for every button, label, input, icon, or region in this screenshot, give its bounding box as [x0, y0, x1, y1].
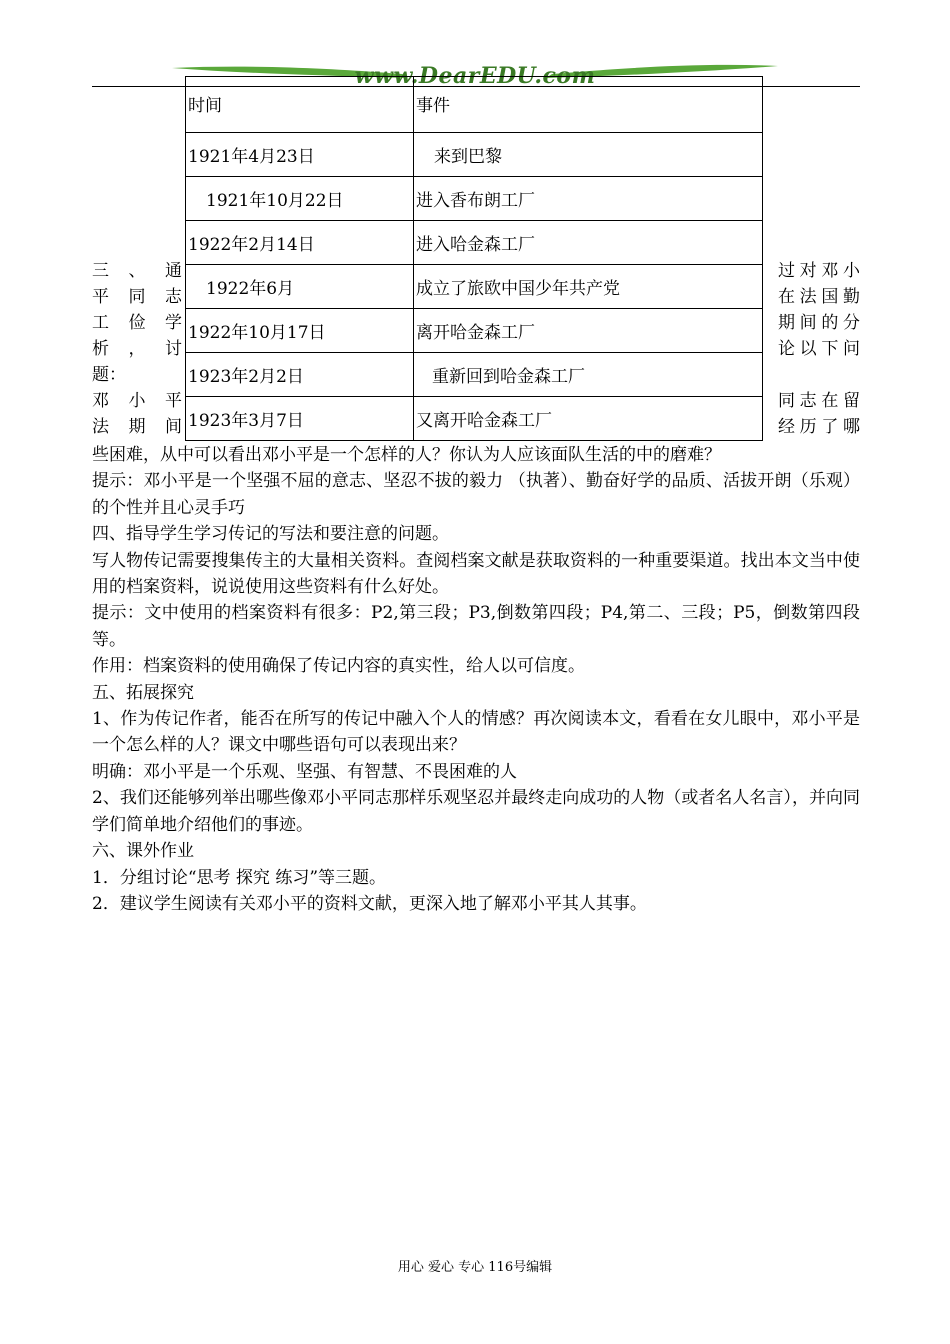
row-event: 又离开哈金森工厂: [414, 397, 763, 441]
table-row: [186, 353, 763, 397]
row-date: 1921年4月23日: [186, 133, 414, 177]
row-event: 离开哈金森工厂: [414, 309, 763, 353]
row-event: 来到巴黎: [414, 133, 763, 177]
left-line: 平 同 志: [92, 287, 182, 307]
left-line: 邓 小 平: [92, 391, 182, 411]
row-date: 1921年10月22日: [186, 177, 414, 221]
section-heading: 四、指导学生学习传记的写法和要注意的问题。: [92, 524, 449, 545]
paragraph: 1、作为传记作者，能否在所写的传记中融入个人的情感？再次阅读本文，看看在女儿眼中，邓小平是一个怎么样的人？课文中哪些语句可以表现出来？: [92, 709, 860, 756]
paragraph: 写人物传记需要搜集传主的大量相关资料。查阅档案文献是获取资料的一种重要渠道。找出本文当中使用的档案资料，说说使用这些资料有什么好处。: [92, 550, 860, 598]
paragraph: 明确：邓小平是一个乐观、坚强、有智慧、不畏困难的人: [92, 761, 517, 782]
left-line: 三 、 通: [92, 261, 182, 281]
left-line: 析 ， 讨: [92, 339, 182, 359]
right-line: 过对邓小: [778, 261, 860, 281]
body-text: [92, 442, 860, 917]
timeline-table: [185, 76, 763, 441]
left-line: 工 俭 学: [92, 313, 182, 333]
paragraph: 2．建议学生阅读有关邓小平的资料文献，更深入地了解邓小平其人其事。: [92, 893, 647, 914]
table-row: [186, 177, 763, 221]
table-header-row: [186, 77, 763, 133]
row-date: 1922年2月14日: [186, 221, 414, 265]
table-row: [186, 221, 763, 265]
table-row: [186, 397, 763, 441]
right-wrap-text-top: [778, 258, 860, 362]
right-wrap-text-bottom: [778, 388, 860, 440]
right-line: 在法国勤: [778, 287, 860, 307]
row-date: 1922年6月: [186, 265, 414, 309]
right-line: 同志在留: [778, 391, 860, 411]
header-time: 时间: [186, 77, 414, 133]
paragraph: 提示：文中使用的档案资料有很多：P2,第三段；P3,倒数第四段；P4,第二、三段；P5，倒数第四段等。: [92, 603, 860, 650]
section-heading: 五、拓展探究: [92, 682, 194, 703]
paragraph: 1．分组讨论“思考 探究 练习”等三题。: [92, 867, 387, 888]
section-heading: 六、课外作业: [92, 841, 194, 862]
left-wrap-text: [92, 258, 182, 440]
left-line: 题：: [92, 365, 126, 385]
paragraph: 些困难，从中可以看出邓小平是一个怎样的人？你认为人应该面队生活的中的磨难？: [92, 445, 721, 465]
right-line: 论以下问: [778, 339, 860, 359]
left-line: 法 期 间: [92, 417, 182, 437]
row-event: 成立了旅欧中国少年共产党: [414, 265, 763, 309]
table-row: [186, 265, 763, 309]
row-event: 进入香布朗工厂: [414, 177, 763, 221]
right-line: 经历了哪: [778, 417, 860, 437]
logo-text: www.DearEDU.com: [354, 63, 596, 89]
table-row: [186, 133, 763, 177]
row-date: 1923年2月2日: [186, 353, 414, 397]
right-line: 期间的分: [778, 313, 860, 333]
row-date: 1922年10月17日: [186, 309, 414, 353]
row-event: 重新回到哈金森工厂: [414, 353, 763, 397]
row-event: 进入哈金森工厂: [414, 221, 763, 265]
paragraph: 作用：档案资料的使用确保了传记内容的真实性，给人以可信度。: [92, 656, 585, 677]
paragraph: 提示：邓小平是一个坚强不屈的意志、坚忍不拔的毅力 （执著）、勤奋好学的品质、活拔开朗（乐观）的个性并且心灵手巧: [92, 471, 860, 518]
header-event: 事件: [414, 77, 763, 133]
table-row: [186, 309, 763, 353]
page-footer: 用心 爱心 专心 116号编辑: [397, 1260, 553, 1275]
row-date: 1923年3月7日: [186, 397, 414, 441]
paragraph: 2、我们还能够列举出哪些像邓小平同志那样乐观坚忍并最终走向成功的人物（或者名人名言），并向同学们简单地介绍他们的事迹。: [92, 788, 860, 835]
